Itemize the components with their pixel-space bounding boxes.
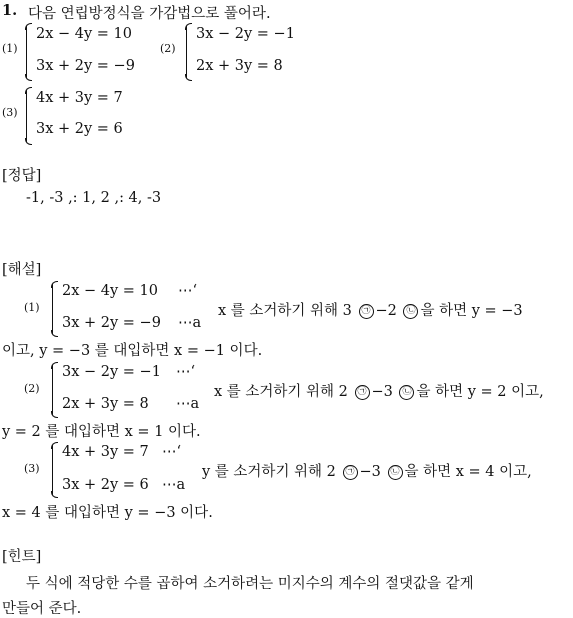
circled-1-icon: ㉠ [343,465,358,480]
equation-tag: ⋯ʻ [176,364,196,380]
equation: 3x + 2y = 6 [62,477,149,493]
circled-1-icon: ㉠ [355,385,370,400]
equation: 2x + 3y = 8 [62,396,149,412]
circled-2-icon: ㉡ [388,465,403,480]
hint-text: 두 식에 적당한 수를 곱하여 소거하려는 미지수의 계수의 절댓값을 같게 [26,576,474,592]
equation: 2x − 4y = 10 [62,283,159,299]
equation: 3x + 2y = −9 [36,58,135,74]
system-brace [186,26,194,78]
answer-header: [정답] [2,168,42,184]
problem-instruction: 다음 연립방정식을 가감법으로 풀어라. [28,6,271,22]
explanation-text: y = 2 를 대입하면 x = 1 이다. [2,424,201,440]
explanation-step [202,460,532,481]
equation-tag: ⋯a [178,315,202,331]
explanation-text: −3 [371,384,393,400]
equation: 4x + 3y = 7 [36,90,123,106]
system-brace [52,365,60,415]
problem-item-label: (3) [2,106,18,119]
hint-text: 만들어 준다. [2,601,82,617]
explanation-text: x 를 소거하기 위해 3 [218,303,352,319]
system-brace [52,284,60,334]
equation-tag: ⋯ʻ [162,444,182,460]
equation: 2x + 3y = 8 [196,58,283,74]
explanation-item-label: (1) [24,301,40,314]
equation-tag: ⋯ʻ [178,283,198,299]
explanation-text: 을 하면 y = 2 이고, [416,384,544,400]
circled-2-icon: ㉡ [399,385,414,400]
explanation-text: y 를 소거하기 위해 2 [202,464,336,480]
problem-item-label: (2) [160,42,176,55]
explanation-header: [해설] [2,262,42,278]
equation: 4x + 3y = 7 [62,444,149,460]
equation-tag: ⋯a [176,396,200,412]
system-brace [26,26,34,78]
equation: 3x + 2y = 6 [36,121,123,137]
problem-item-label: (1) [2,42,18,55]
explanation-item-label: (3) [24,462,40,475]
answer-text: -1, -3 ,: 1, 2 ,: 4, -3 [26,190,162,206]
circled-1-icon: ㉠ [359,304,374,319]
equation: 2x − 4y = 10 [36,26,133,42]
circled-2-icon: ㉡ [403,304,418,319]
explanation-text: 을 하면 x = 4 이고, [404,464,532,480]
explanation-text: x = 4 를 대입하면 y = −3 이다. [2,505,213,521]
hint-header: [힌트] [2,549,42,565]
system-brace [26,90,34,142]
explanation-text: x 를 소거하기 위해 2 [214,384,348,400]
equation-tag: ⋯a [162,477,186,493]
explanation-step [218,299,523,320]
equation: 3x − 2y = −1 [196,26,295,42]
explanation-step [214,380,544,401]
explanation-text: −3 [359,464,381,480]
problem-number: 1. [2,2,18,19]
equation: 3x + 2y = −9 [62,315,161,331]
explanation-text: 이고, y = −3 를 대입하면 x = −1 이다. [2,343,263,359]
explanation-text: 을 하면 y = −3 [420,303,523,319]
explanation-text: −2 [375,303,397,319]
explanation-item-label: (2) [24,382,40,395]
equation: 3x − 2y = −1 [62,364,161,380]
system-brace [52,445,60,495]
